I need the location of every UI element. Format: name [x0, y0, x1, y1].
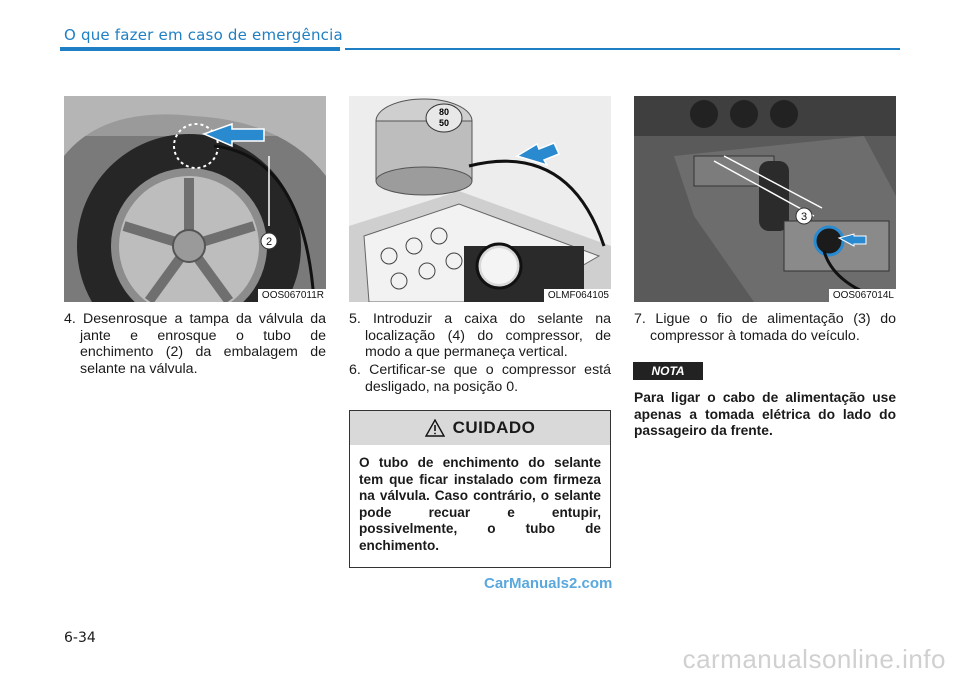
gauge-label-top: 80 [438, 107, 450, 117]
callout-2-label: 2 [265, 236, 273, 248]
caution-box [349, 410, 611, 568]
header-rule-thick [60, 47, 340, 51]
note-text: Para ligar o cabo de alimentação use apenas a tomada elétrica do lado do passageiro da frente. [634, 390, 896, 439]
tire-valve-illustration [64, 96, 326, 302]
page-number: 6-34 [64, 630, 96, 646]
header-rule-thin [345, 48, 900, 50]
figure-code: OOS067011R [258, 289, 326, 302]
callout-3-label: 3 [800, 211, 808, 223]
figure-code: OOS067014L [829, 289, 896, 302]
watermark: CarManuals2.com [484, 575, 613, 592]
section-title: O que fazer em caso de emergência [64, 26, 343, 44]
caution-title: CUIDADO [452, 418, 536, 437]
compressor-illustration [349, 96, 611, 302]
figure-power-outlet [634, 96, 896, 302]
power-outlet-illustration [634, 96, 896, 302]
step-5: 5. Introduzir a caixa do selante na localização (4) do compressor, de modo a que permaneça vertical. [349, 311, 611, 360]
note-badge: NOTA [633, 362, 703, 380]
figure-tire-valve [64, 96, 326, 302]
step-4: 4. Desenrosque a tampa da válvula da jante e enrosque o tubo de enchimento (2) da embalagem de selante na válvula. [64, 311, 326, 377]
caution-header [350, 411, 610, 445]
gauge-label-bottom: 50 [438, 118, 450, 128]
site-mark: carmanualsonline.info [682, 644, 946, 674]
step-7: 7. Ligue o fio de alimentação (3) do compressor à tomada do veículo. [634, 311, 896, 344]
warning-triangle-icon [425, 419, 445, 437]
step-6: 6. Certificar-se que o compressor está desligado, na posição 0. [349, 362, 611, 395]
figure-code: OLMF064105 [544, 289, 611, 302]
figure-compressor [349, 96, 611, 302]
caution-body: O tubo de enchimento do selante tem que ficar instalado com firmeza na válvula. Caso contrário, o selante pode recuar e entupir, possivelmente, o tubo de enchimento. [359, 455, 601, 553]
